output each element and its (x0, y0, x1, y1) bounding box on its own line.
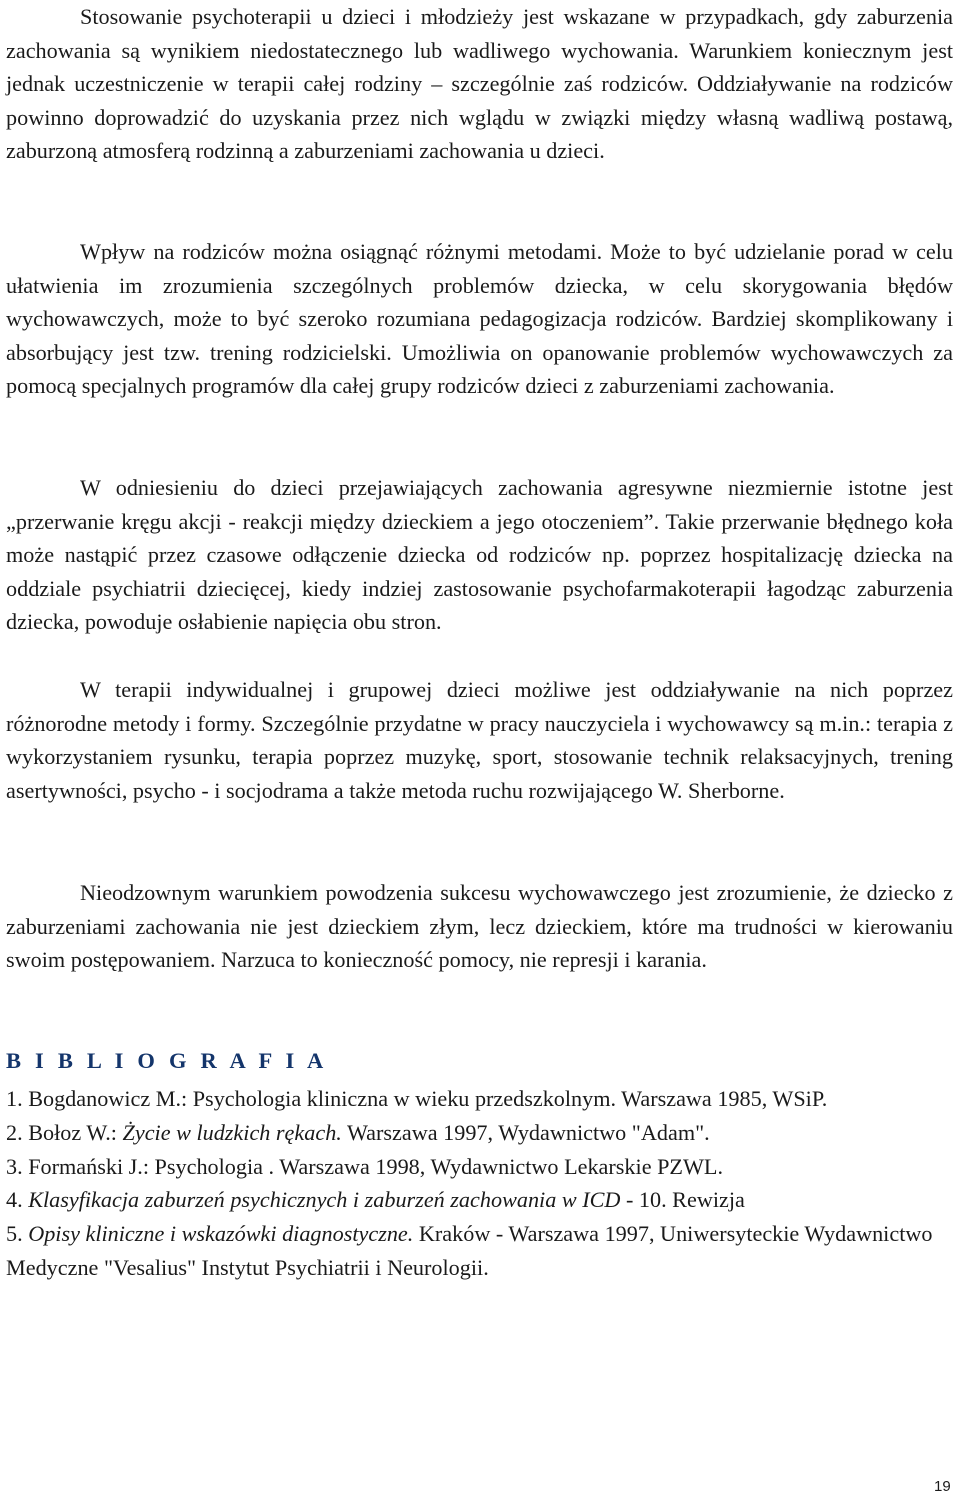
paragraph-text: Nieodzownym warunkiem powodzenia sukcesu wychowawczego jest zrozumienie, że dziecko z zaburzeniami zachowania nie jest dzieckiem złym, lecz dzieckiem, które ma trudności w kierowaniu swoim postępowaniem. Narzuca to konieczność pomocy, nie represji i karania. (6, 880, 953, 973)
paragraph-parent-influence (6, 235, 953, 403)
bibliography-item-author: 2. Bołoz W.: (6, 1119, 123, 1145)
bibliography-item-publisher: Warszawa 1997, Wydawnictwo "Adam". (341, 1119, 710, 1145)
bibliography-item-publisher: Kraków - Warszawa 1997, Uniwersyteckie Wydawnictwo Medyczne "Vesalius" Instytut Psychiatrii i Neurologii. (6, 1221, 933, 1280)
bibliography-item (6, 1082, 953, 1116)
paragraph-aggressive-behavior (6, 471, 953, 639)
bibliography-item-number: 5. (6, 1221, 29, 1247)
bibliography-item-revision: - 10. Rewizja (620, 1187, 745, 1213)
bibliography-heading: B I B L I O G R A F I A (6, 1048, 328, 1073)
bibliography-item-text: 1. Bogdanowicz M.: Psychologia kliniczna w wieku przedszkolnym. Warszawa 1985, WSiP. (6, 1086, 828, 1111)
page-number: 19 (934, 1478, 951, 1495)
bibliography-item (6, 1183, 953, 1217)
bibliography-item-text: 3. Formański J.: Psychologia . Warszawa 1998, Wydawnictwo Lekarskie PZWL. (6, 1153, 724, 1179)
paragraph-text: Stosowanie psychoterapii u dzieci i młodzieży jest wskazane w przypadkach, gdy zaburzenia zachowania są wynikiem niedostatecznego lub wadliwego wychowania. Warunkiem koniecznym jest jednak uczestniczenie w terapii całej rodziny – szczególnie zaś rodziców. Oddziaływanie na rodziców powinno doprowadzić do uzyskania przez nich wglądu w związki między własną wadliwą postawą, zaburzoną atmosferą rodzinną a zaburzeniami zachowania u dzieci. (6, 4, 953, 164)
bibliography-item-title: Opisy kliniczne i wskazówki diagnostyczne. (28, 1221, 414, 1247)
bibliography-item-title: Klasyfikacja zaburzeń psychicznych i zaburzeń zachowania w ICD (28, 1187, 621, 1213)
paragraph-text: Wpływ na rodziców można osiągnąć różnymi metodami. Może to być udzielanie porad w celu ułatwienia im zrozumienia szczególnych problemów dziecka, w celu skorygowania błędów wychowawczych, może to być szeroko rozumiana pedagogizacja rodziców. Bardziej skomplikowany i absorbujący jest tzw. trening rodzicielski. Umożliwia on opanowanie problemów wychowawczych za pomocą specjalnych programów dla całej grupy rodziców dzieci z zaburzeniami zachowania. (6, 239, 953, 399)
bibliography-item (6, 1116, 953, 1150)
paragraph-text: W terapii indywidualnej i grupowej dzieci możliwe jest oddziaływanie na nich poprzez różnorodne metody i formy. Szczególnie przydatne w pracy nauczyciela i wychowawcy są m.in.: terapia z wykorzystaniem rysunku, terapia poprzez muzykę, sport, stosowanie technik relaksacyjnych, trening asertywności, psycho - i socjodrama a także metoda ruchu rozwijającego W. Sherborne. (6, 677, 953, 803)
bibliography-item (6, 1217, 953, 1285)
bibliography-item-title: Życie w ludzkich rękach. (122, 1119, 342, 1145)
paragraph-therapy-methods (6, 673, 953, 807)
bibliography-list (6, 1082, 953, 1285)
bibliography-item (6, 1150, 953, 1184)
paragraph-conclusion (6, 876, 953, 977)
bibliography-item-number: 4. (6, 1187, 29, 1213)
paragraph-psychotherapy (6, 0, 953, 168)
paragraph-text: W odniesieniu do dzieci przejawiających zachowania agresywne niezmiernie istotne jest „przerwanie kręgu akcji - reakcji między dzieckiem a jego otoczeniem”. Takie przerwanie błędnego koła może nastąpić przez czasowe odłączenie dziecka od rodziców np. poprzez hospitalizację dziecka na oddziale psychiatrii dziecięcej, kiedy indziej zastosowanie psychofarmakoterapii łagodząc zaburzenia dziecka, powoduje osłabienie napięcia obu stron. (6, 475, 953, 635)
